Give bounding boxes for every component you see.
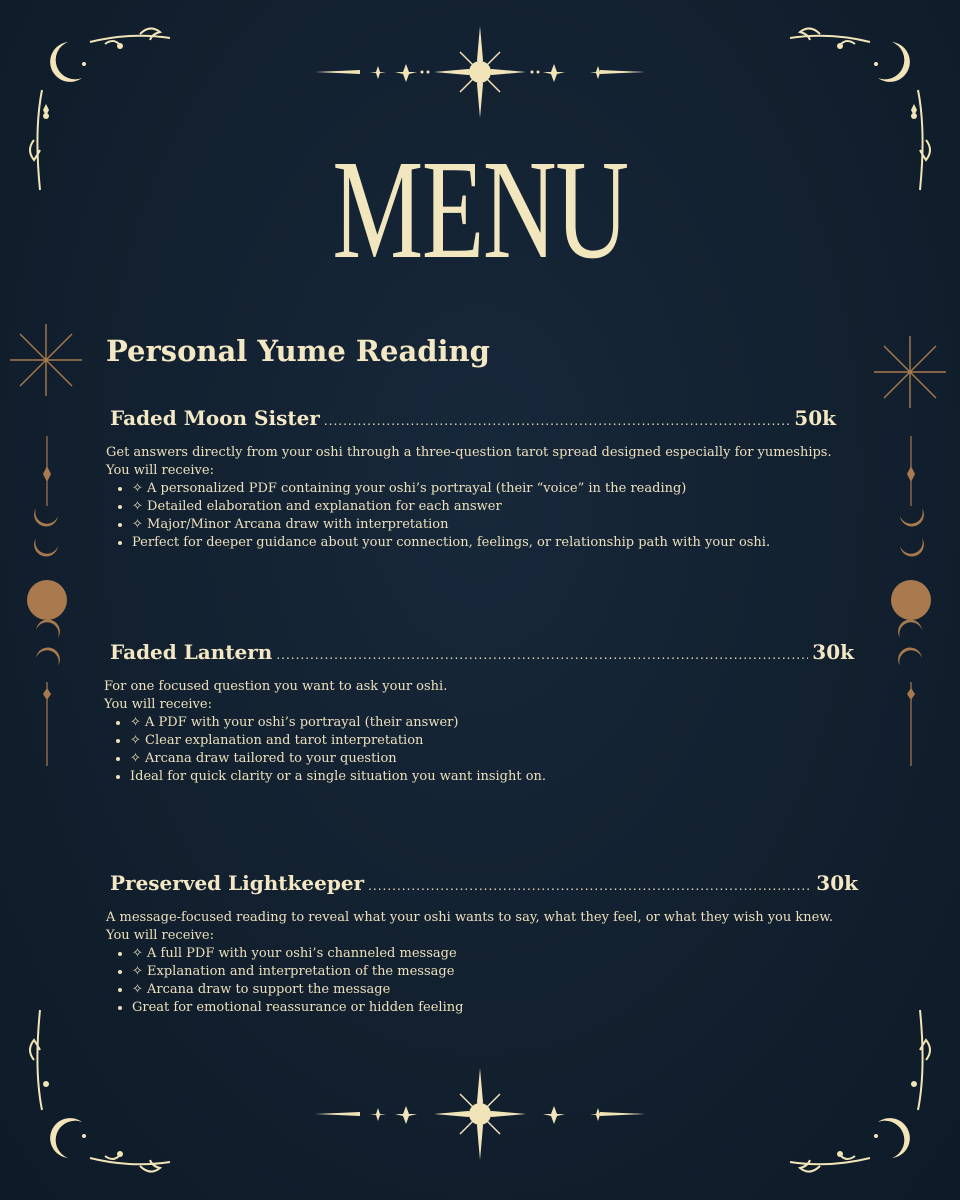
dot-leader: [368, 879, 812, 893]
item-intro: For one focused question you want to ask your oshi.: [104, 679, 448, 694]
benefit-list: [106, 480, 836, 552]
list-item: • ✧ Explanation and interpretation of the message: [132, 963, 858, 981]
list-item: • Great for emotional reassurance or hidden feeling: [132, 999, 858, 1017]
list-item: • Perfect for deeper guidance about your connection, feelings, or relationship path with your oshi.: [132, 534, 836, 552]
menu-item-faded-lantern: [104, 640, 854, 786]
list-item: • ✧ Clear explanation and tarot interpretation: [130, 732, 854, 750]
corner-ornament-bottom-right: [770, 990, 940, 1180]
list-item: • Ideal for quick clarity or a single situation you want insight on.: [130, 768, 854, 786]
menu-item-faded-moon-sister: [106, 406, 836, 552]
item-name: Faded Lantern: [110, 640, 273, 664]
benefit-list: [104, 714, 854, 786]
benefit-list: [106, 945, 858, 1017]
item-title-row: [106, 871, 858, 895]
item-name: Faded Moon Sister: [110, 406, 320, 430]
item-intro: Get answers directly from your oshi through a three-question tarot spread designed especially for yumeships.: [106, 445, 832, 460]
section-heading: Personal Yume Reading: [106, 334, 490, 368]
list-item: • ✧ A full PDF with your oshi’s channeled message: [132, 945, 858, 963]
list-item: • ✧ Arcana draw tailored to your question: [130, 750, 854, 768]
item-name: Preserved Lightkeeper: [110, 871, 365, 895]
receive-label: You will receive:: [106, 463, 214, 478]
receive-label: You will receive:: [106, 928, 214, 943]
starburst-right: [872, 334, 948, 410]
item-description: [106, 444, 836, 552]
list-item: • ✧ Detailed elaboration and explanation for each answer: [132, 498, 836, 516]
dot-leader: [276, 648, 808, 662]
sun-divider-top: [310, 24, 650, 120]
starburst-left: [8, 322, 84, 398]
item-description: [104, 678, 854, 786]
list-item: • ✧ A personalized PDF containing your oshi’s portrayal (their “voice” in the reading): [132, 480, 836, 498]
item-title-row: [104, 640, 854, 664]
item-description: [106, 909, 858, 1017]
item-intro: A message-focused reading to reveal what your oshi wants to say, what they feel, or what they wish you knew.: [106, 910, 834, 925]
item-price: 30k: [816, 871, 858, 895]
moon-phases-right: [886, 436, 936, 766]
item-title-row: [106, 406, 836, 430]
sun-divider-bottom: [310, 1066, 650, 1162]
moon-phases-left: [22, 436, 72, 766]
menu-title: MENU: [332, 130, 628, 288]
menu-item-preserved-lightkeeper: [106, 871, 858, 1017]
list-item: • ✧ A PDF with your oshi’s portrayal (their answer): [130, 714, 854, 732]
list-item: • ✧ Arcana draw to support the message: [132, 981, 858, 999]
dot-leader: [324, 414, 790, 428]
corner-ornament-bottom-left: [20, 990, 190, 1180]
item-price: 50k: [794, 406, 836, 430]
item-price: 30k: [812, 640, 854, 664]
list-item: • ✧ Major/Minor Arcana draw with interpretation: [132, 516, 836, 534]
receive-label: You will receive:: [104, 697, 212, 712]
